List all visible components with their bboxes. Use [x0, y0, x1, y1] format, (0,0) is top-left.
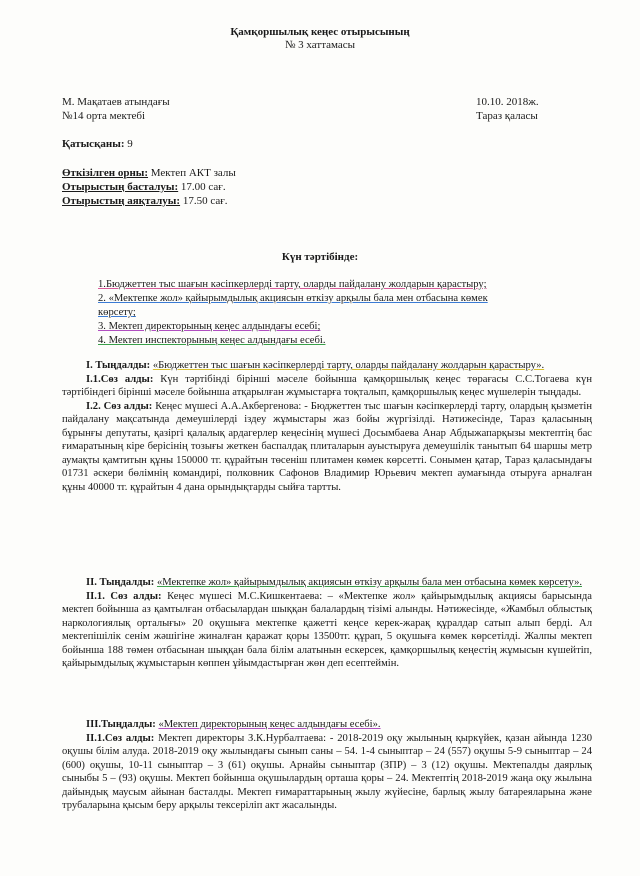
agenda-heading: Күн тәртібінде: — [281, 251, 359, 263]
section-2-label: II. Тыңдалды: — [86, 577, 155, 588]
section-3-para-1-label: ІІ.1.Сөз алды: — [86, 732, 155, 744]
section-3 — [62, 718, 592, 813]
end-time-row — [62, 194, 227, 208]
section-1-heading — [62, 359, 592, 373]
start-time-row — [62, 180, 226, 194]
section-3-para-1 — [62, 732, 592, 813]
section-2-para-1 — [62, 590, 592, 671]
start-time-label: Отырыстың басталуы: — [62, 181, 179, 193]
end-time-label: Отырыстың аяқталуы: — [62, 195, 181, 207]
section-3-para-1-text: Мектеп директоры З.К.Нурбалтаева: - 2018-2019 оқу жылының қыркүйек, қазан айында 1230 оқушы білім алуда. 2018-2019 оқу жылындағы сынып саны – 54. 1-4 сыныптар – 24 (557) оқушы 5-9 сыныптар – 24 (600) оқушы, 10-11 сыныптар – 3 (61) оқушы. Арнайы сыныптар (ЗПР) – 3 (12) оқушы. Мектепалды даярлық сыныбы 5 – (93) оқушы. Мектеп бойынша оқушылардың орташа қоры – 24. Мектептің 2018-2019 жаңа оқу жылына дайындық маусым айынан басталды. Мектеп ғимараттарының жылу жүйесіне, барлық жылу батареяларына және трубаларына қысым беру арқылы тексеріліп акт жасалынды. — [62, 732, 592, 812]
agenda-item-2-cont: көрсету; — [98, 307, 136, 319]
attendees-label: Қатысқаны: — [62, 138, 125, 150]
venue-value: Мектеп АКТ залы — [150, 167, 236, 179]
section-1-para-2-text: Кеңес мүшесі А.А.Акбергенова: - Бюджеттен тыс шағын кәсіпкерлерді тарту, олардың қызметін пайдалану мақсатында демеушілерді іздеу жұмыстары жаз бойы жүргізілді. Нәтижесінде, Тараз қаласының бұрынғы депутаты, қазіргі қалалық ардагерлер кеңесінің мүшесі Досымбаева Анар Абдыжапарқызы мектептің бас ғимаратының кіре берісінің тозығы жеткен баспалдақ плиталарын ауыстыруға демеушілік танытып 64 шаршы метр аумақты қамтитын құны 150000 тг. құрайтын төсеніш плитамен көмек көрсетті. Сонымен қатар, Тараз қаласындағы 01731 әскери бөлімнің командирі, полковник Сафонов Владимир Юрьевич мектеп аумағында отыруға арналған құны 40000 тг. құрайтын 4 дана орындықтарды сыйға тартты. — [62, 400, 592, 493]
document-title: Қамқоршылық кеңес отырысының — [230, 26, 410, 38]
section-1-para-1 — [62, 373, 592, 400]
section-2 — [62, 576, 592, 671]
section-1-para-2 — [62, 400, 592, 495]
document-date: 10.10. 2018ж. — [476, 96, 539, 108]
agenda-item-1: 1.Бюджеттен тыс шағын кәсіпкерлерді тарту, оларды пайдалану жолдарын қарастыру; — [98, 279, 487, 290]
agenda-list — [98, 278, 588, 348]
section-1-title: «Бюджеттен тыс шағын кәсіпкерлерді тарту, оларды пайдалану жолдарын қарастыру». — [152, 360, 545, 371]
start-time-value: 17.00 сағ. — [180, 181, 226, 193]
section-3-label: ІІІ.Тыңдалды: — [86, 719, 156, 730]
venue-row — [62, 166, 236, 180]
section-2-para-1-text: Кеңес мүшесі М.С.Кишкентаева: – «Мектепке жол» қайырымдылық акциясы барысында мектеп бойынша аз қамтылған отбасылардан шыққан балалардың тізімі алынды. Нәтижесінде, «Жамбыл облыстық наркологиялық орталығы» 20 оқушыға мектепке қажетті кеңсе керек-жарақ құралдар сатып алып берді. Ал мектепішілік сенім жәшігіне жиналған қаражат қоры 13500тг. құрап, 5 оқушыға көмек көрсетілді. Жалпы мектеп бойынша 188 төмен отбасынан шыққан бала білім алатынын ескерсек, қамқоршылық кеңестің жұмысын күшейтіп, қайырымдылық жұмыстарын көппен ұйымдастырған жөн деп есептеймін. — [62, 590, 592, 670]
section-3-title: «Мектеп директорының кеңес алдындағы есебі». — [158, 719, 381, 730]
agenda-item-3: 3. Мектеп директорының кеңес алдындағы есебі; — [98, 321, 321, 333]
section-1-para-1-label: І.1.Сөз алды: — [86, 373, 154, 385]
section-2-title: «Мектепке жол» қайырымдылық акциясын өткізу арқылы бала мен отбасына көмек көрсету». — [156, 577, 583, 588]
section-2-heading — [62, 576, 592, 590]
agenda-item-2: 2. «Мектепке жол» қайырымдылық акциясын өткізу арқылы бала мен отбасына көмек — [98, 293, 488, 305]
section-1-label: I. Тыңдалды: — [86, 360, 151, 371]
section-3-heading — [62, 718, 592, 732]
document-city: Тараз қаласы — [476, 110, 538, 122]
attendees-row — [62, 137, 133, 151]
section-1 — [62, 359, 592, 494]
venue-label: Өткізілген орны: — [62, 167, 149, 179]
section-1-para-2-label: І.2. Сөз алды: — [86, 400, 153, 412]
end-time-value: 17.50 сағ. — [182, 195, 228, 207]
section-1-para-1-text: Күн тәртібінді бірінші мәселе бойынша қамқоршылық кеңес төрағасы С.С.Тогаева күн тәртібіндегі бірінші мәселе бойынша атқарылған жұмыстарға тоқталып, қамқоршылық кеңес мүшелерін тыңдады. — [62, 373, 592, 399]
school-name-line1: М. Мақатаев атындағы — [62, 96, 170, 108]
agenda-item-4: 4. Мектеп инспекторының кеңес алдындағы есебі. — [98, 335, 326, 347]
school-name-line2: №14 орта мектебі — [62, 110, 146, 122]
document-number: № 3 хаттамасы — [284, 39, 356, 51]
attendees-value: 9 — [127, 138, 133, 150]
section-2-para-1-label: ІІ.1. Сөз алды: — [86, 590, 162, 602]
